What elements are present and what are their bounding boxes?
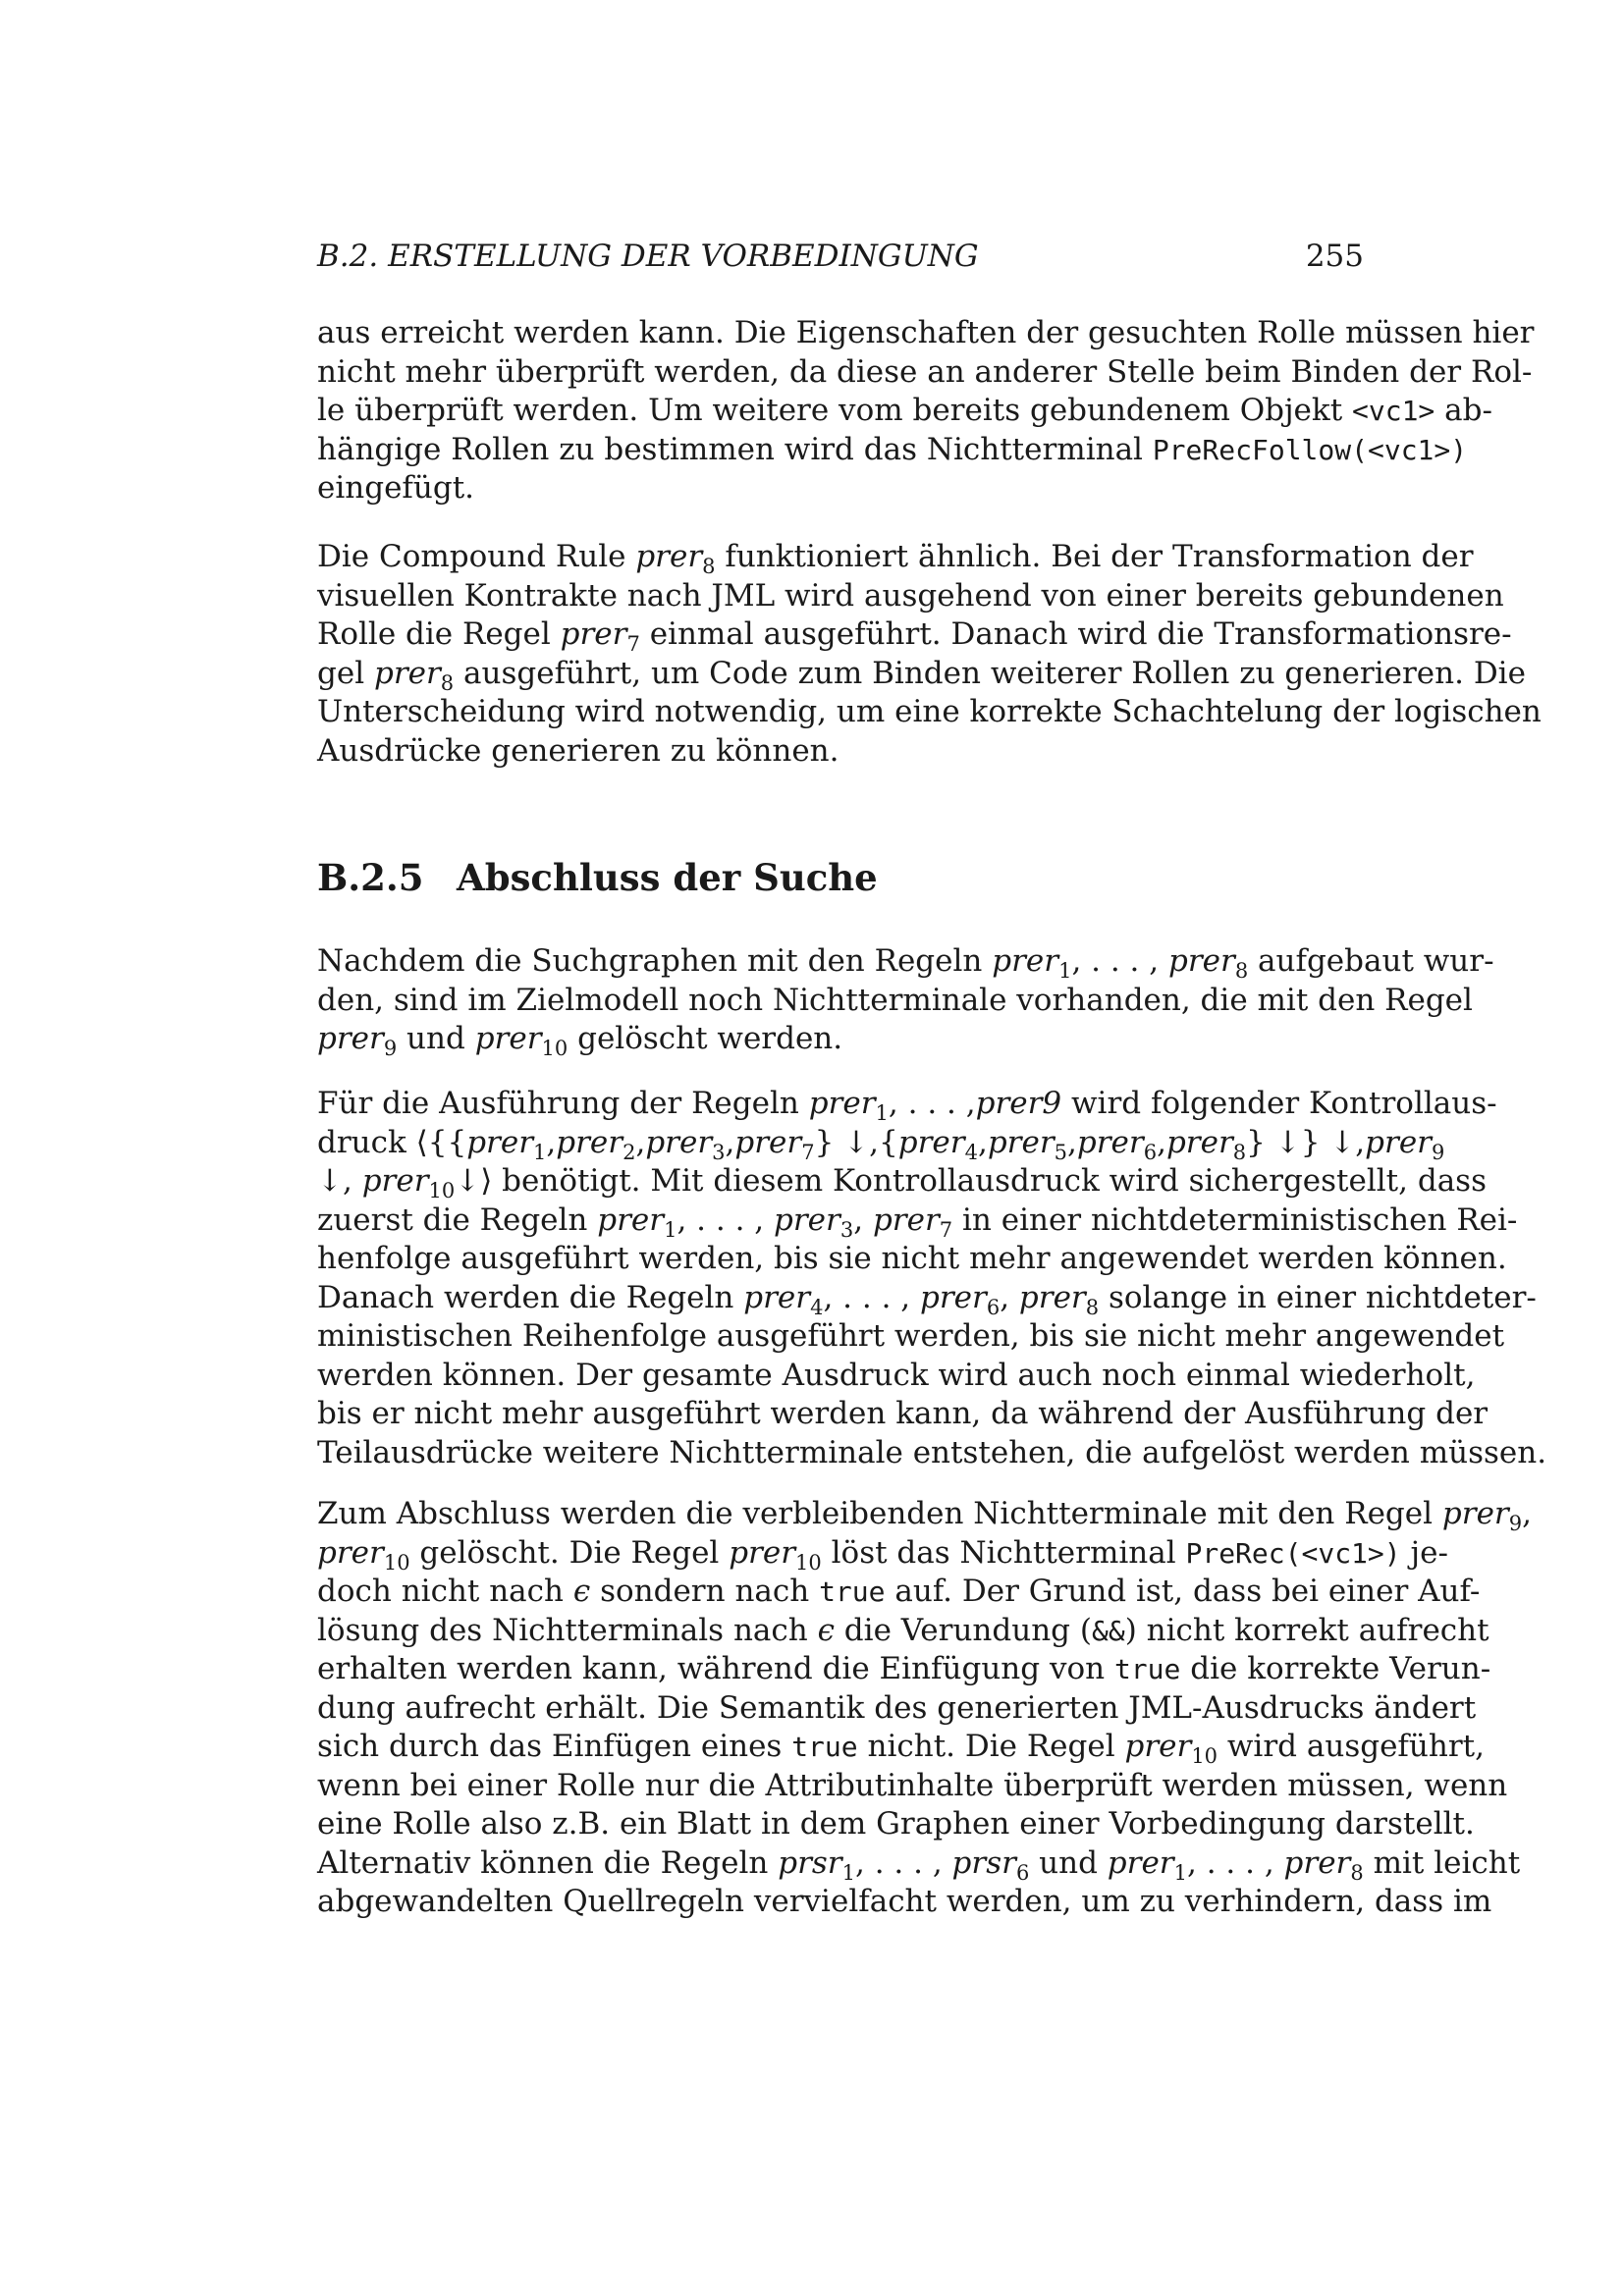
section-title: Abschluss der Suche [457, 856, 878, 899]
paragraph-1 [317, 314, 1535, 508]
code-prerec: PreRec(<vc1>) [1185, 1536, 1401, 1570]
running-header [317, 239, 1364, 274]
section-heading [317, 856, 878, 899]
text-line: Danach werden die Regeln prer$_4$, . . . , prer$_6$, prer$_8$ solange in einer nichtdeter- [317, 1279, 1537, 1319]
text-line: Unterscheidung wird notwendig, um eine korrekte Schachtelung der logischen [317, 694, 1542, 729]
text-line: gel prer$_8$ ausgeführt, um Code zum Binden weiterer Rollen zu generieren. Die [317, 655, 1526, 695]
paragraph-5 [317, 1495, 1532, 1922]
text-line: visuellen Kontrakte nach JML wird ausgehend von einer bereits gebundenen [317, 577, 1504, 614]
text-line: ministischen Reihenfolge ausgeführt werden, bis sie nicht mehr angewendet [317, 1318, 1505, 1354]
paragraph-2 [317, 538, 1542, 771]
text-line: den, sind im Zielmodell noch Nichtterminale vorhanden, die mit den Regel [317, 982, 1473, 1018]
text-line: Die Compound Rule prer$_8$ funktioniert ähnlich. Bei der Transformation der [317, 539, 1474, 579]
running-title: B.2. ERSTELLUNG DER VORBEDINGUNG [317, 239, 979, 274]
text-line: Zum Abschluss werden die verbleibenden Nichtterminale mit den Regel prer$_9$, [317, 1496, 1532, 1536]
paragraph-3 [317, 942, 1494, 1061]
section-number: B.2.5 [317, 856, 424, 899]
text-line: werden können. Der gesamte Ausdruck wird auch noch einmal wiederholt, [317, 1357, 1476, 1393]
page-number: 255 [1305, 239, 1364, 274]
text-line: ↓, prer$_{10}$↓⟩ benötigt. Mit diesem Kontrollausdruck wird sichergestellt, dass [317, 1163, 1487, 1203]
text-line: Alternativ können die Regeln prsr$_1$, . . . , prsr$_6$ und prer$_1$, . . . , prer$_8$ mit leicht [317, 1844, 1521, 1885]
text-line: doch nicht nach ϵ sondern nach true auf. Der Grund ist, dass bei einer Auf- [317, 1574, 1481, 1609]
text-line: lösung des Nichtterminals nach ϵ die Verundung (&&) nicht korrekt aufrecht [317, 1612, 1489, 1648]
text-line: prer$_{10}$ gelöscht. Die Regel prer$_{10}$ löst das Nichtterminal PreRec(<vc1>) je- [317, 1534, 1448, 1575]
text-line: eingefügt. [317, 470, 475, 506]
code-prerecfollow: PreRecFollow(<vc1>) [1152, 433, 1468, 466]
paragraph-4 [317, 1085, 1547, 1472]
code-vc1: <vc1> [1352, 395, 1435, 427]
text-line: eine Rolle also z.B. ein Blatt in dem Graphen einer Vorbedingung darstellt. [317, 1806, 1475, 1842]
text-line: bis er nicht mehr ausgeführt werden kann, da während der Ausführung der [317, 1396, 1489, 1431]
text-line: wenn bei einer Rolle nur die Attributinhalte überprüft werden müssen, wenn [317, 1767, 1508, 1803]
code-true: true [819, 1575, 886, 1608]
text-line: Nachdem die Suchgraphen mit den Regeln prer$_1$, . . . , prer$_8$ aufgebaut wur- [317, 943, 1494, 984]
text-line: hängige Rollen zu bestimmen wird das Nichtterminal PreRecFollow(<vc1>) [317, 431, 1468, 467]
code-and: && [1091, 1614, 1125, 1647]
text-line: abgewandelten Quellregeln vervielfacht werden, um zu verhindern, dass im [317, 1884, 1492, 1919]
text-line: Ausdrücke generieren zu können. [317, 732, 839, 769]
text-line: sich durch das Einfügen eines true nicht. Die Regel prer$_{10}$ wird ausgeführt, [317, 1729, 1485, 1769]
text-line: Für die Ausführung der Regeln prer$_1$, . . . ,prer9 wird folgender Kontrollaus- [317, 1086, 1497, 1126]
text-line: erhalten werden kann, während die Einfügung von true die korrekte Verun- [317, 1651, 1491, 1686]
text-line: zuerst die Regeln prer$_1$, . . . , prer$_3$, prer$_7$ in einer nichtdeterministischen Rei- [317, 1201, 1518, 1242]
text-line: Rolle die Regel prer$_7$ einmal ausgeführt. Danach wird die Transformationsre- [317, 616, 1512, 657]
text-line: prer$_9$ und prer$_{10}$ gelöscht werden. [317, 1021, 843, 1061]
text-line: druck ⟨{{prer$_1$,prer$_2$,prer$_3$,prer$_7$} ↓,{prer$_4$,prer$_5$,prer$_6$,prer$_8$} ↓} ↓,prer$_9$ [317, 1124, 1445, 1164]
text-line: nicht mehr überprüft werden, da diese an anderer Stelle beim Binden der Rol- [317, 353, 1533, 390]
text-line: dung aufrecht erhält. Die Semantik des generierten JML-Ausdrucks ändert [317, 1689, 1477, 1726]
text-line: le überprüft werden. Um weitere vom bereits gebundenem Objekt <vc1> ab- [317, 393, 1492, 428]
code-true: true [1113, 1653, 1181, 1685]
text-line: Teilausdrücke weitere Nichtterminale entstehen, die aufgelöst werden müssen. [317, 1434, 1547, 1470]
text-line: henfolge ausgeführt werden, bis sie nicht mehr angewendet werden können. [317, 1241, 1507, 1276]
text-line: aus erreicht werden kann. Die Eigenschaften der gesuchten Rolle müssen hier [317, 315, 1535, 350]
code-true: true [791, 1731, 858, 1763]
